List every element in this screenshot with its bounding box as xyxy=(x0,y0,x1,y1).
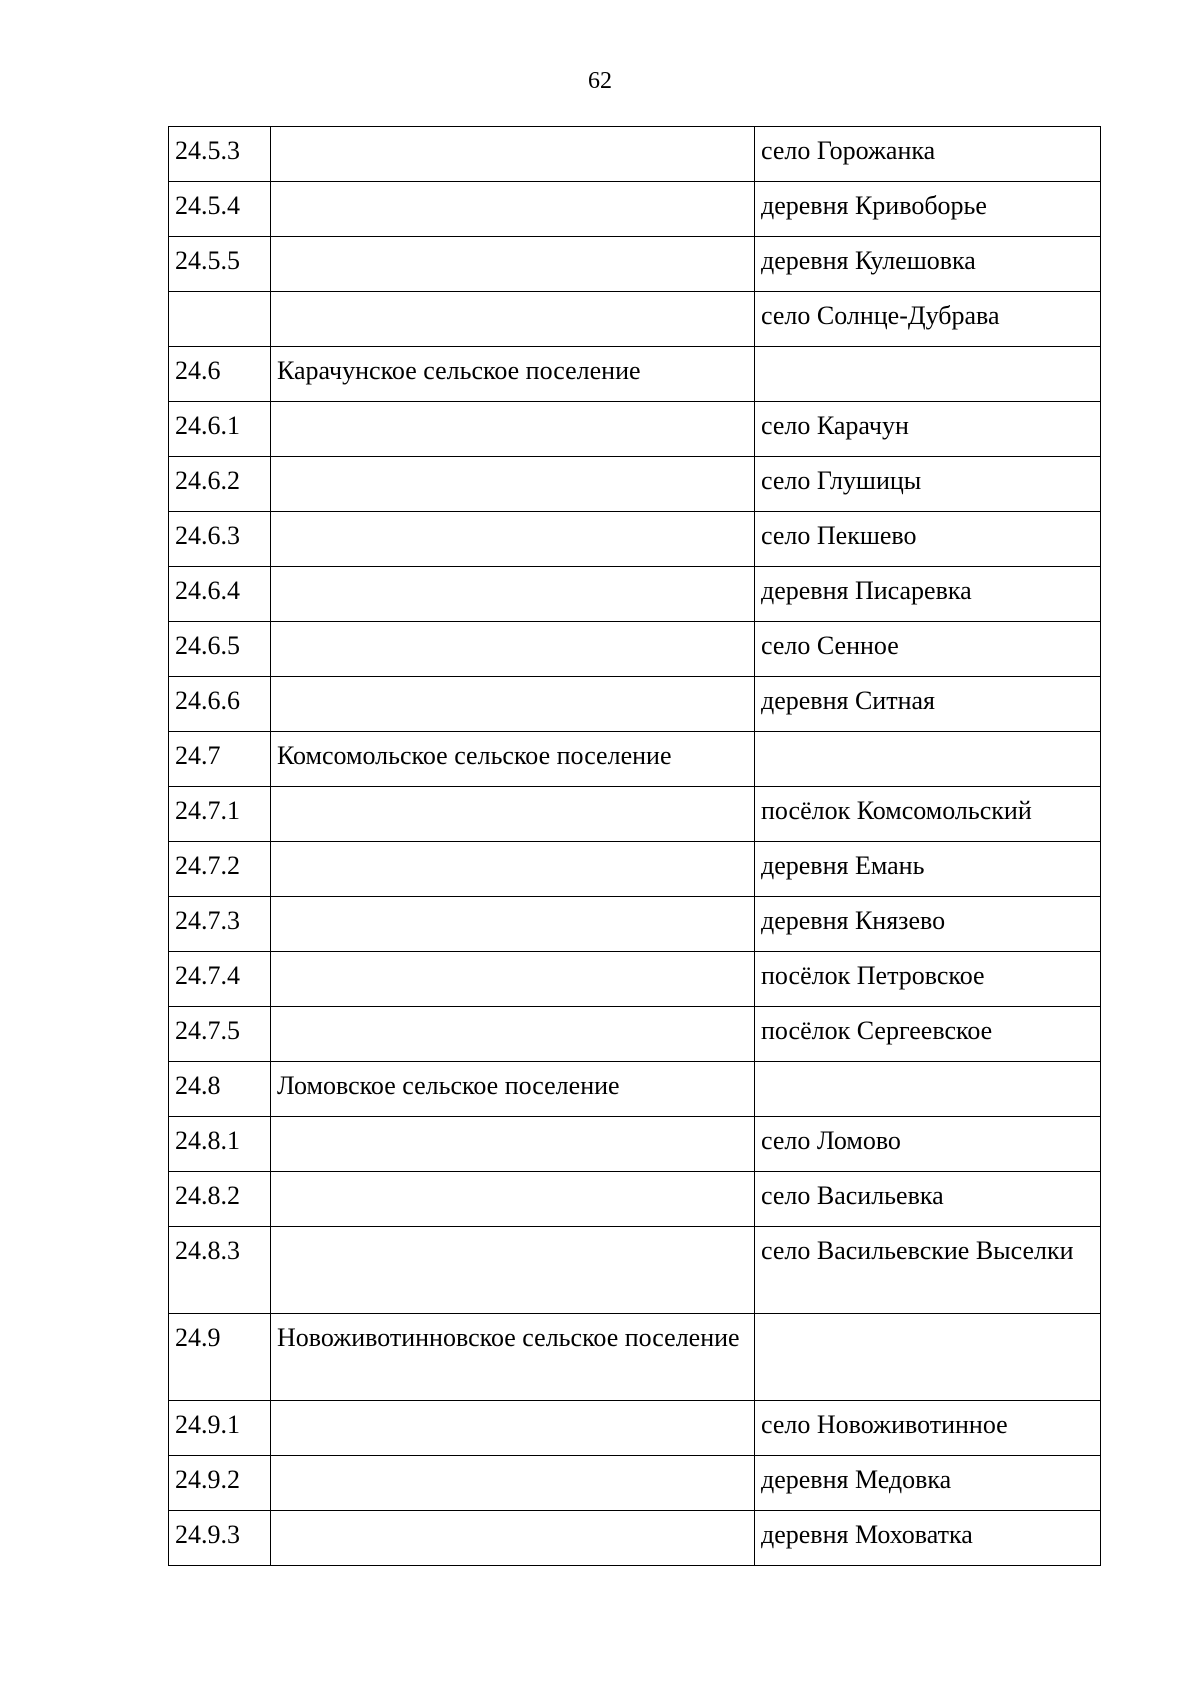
settlement-cell xyxy=(271,127,755,182)
settlement-cell xyxy=(271,1172,755,1227)
locality-cell: село Васильевка xyxy=(755,1172,1101,1227)
settlement-cell xyxy=(271,1511,755,1566)
row-number-cell: 24.8.3 xyxy=(169,1227,271,1314)
row-number-cell: 24.7.2 xyxy=(169,842,271,897)
settlement-cell xyxy=(271,182,755,237)
table-row xyxy=(169,512,1101,567)
row-number-cell: 24.9 xyxy=(169,1314,271,1401)
locality-cell: деревня Кулешовка xyxy=(755,237,1101,292)
locality-cell: деревня Ситная xyxy=(755,677,1101,732)
settlement-cell xyxy=(271,1227,755,1314)
locality-cell: село Пекшево xyxy=(755,512,1101,567)
settlement-cell xyxy=(271,897,755,952)
settlement-cell xyxy=(271,677,755,732)
row-number-cell: 24.7.1 xyxy=(169,787,271,842)
settlement-cell xyxy=(271,622,755,677)
locality-cell: деревня Кривоборье xyxy=(755,182,1101,237)
settlement-cell xyxy=(271,952,755,1007)
settlement-cell xyxy=(271,457,755,512)
row-number-cell: 24.6 xyxy=(169,347,271,402)
table-row xyxy=(169,1227,1101,1314)
row-number-cell: 24.6.2 xyxy=(169,457,271,512)
locality-cell: посёлок Петровское xyxy=(755,952,1101,1007)
table-row xyxy=(169,952,1101,1007)
locality-cell: село Сенное xyxy=(755,622,1101,677)
table-row xyxy=(169,1062,1101,1117)
row-number-cell: 24.6.6 xyxy=(169,677,271,732)
row-number-cell: 24.8.1 xyxy=(169,1117,271,1172)
row-number-cell: 24.9.2 xyxy=(169,1456,271,1511)
row-number-cell: 24.6.1 xyxy=(169,402,271,457)
settlement-cell xyxy=(271,402,755,457)
locality-cell xyxy=(755,1062,1101,1117)
row-number-cell: 24.8.2 xyxy=(169,1172,271,1227)
settlement-cell: Карачунское сельское поселение xyxy=(271,347,755,402)
row-number-cell: 24.7 xyxy=(169,732,271,787)
table-row xyxy=(169,842,1101,897)
table-row xyxy=(169,402,1101,457)
row-number-cell: 24.6.3 xyxy=(169,512,271,567)
locality-cell: село Васильевские Выселки xyxy=(755,1227,1101,1314)
locality-cell: село Ломово xyxy=(755,1117,1101,1172)
row-number-cell: 24.6.5 xyxy=(169,622,271,677)
table-row xyxy=(169,732,1101,787)
row-number-cell: 24.7.5 xyxy=(169,1007,271,1062)
locality-cell: деревня Моховатка xyxy=(755,1511,1101,1566)
table-row xyxy=(169,457,1101,512)
table-row xyxy=(169,1314,1101,1401)
locality-cell xyxy=(755,1314,1101,1401)
table-row xyxy=(169,347,1101,402)
row-number-cell xyxy=(169,292,271,347)
settlement-cell xyxy=(271,787,755,842)
table-row xyxy=(169,897,1101,952)
locality-cell: село Глушицы xyxy=(755,457,1101,512)
table-row xyxy=(169,237,1101,292)
locality-cell xyxy=(755,347,1101,402)
page-number: 62 xyxy=(588,68,612,94)
locality-cell: посёлок Комсомольский xyxy=(755,787,1101,842)
row-number-cell: 24.9.1 xyxy=(169,1401,271,1456)
locality-cell xyxy=(755,732,1101,787)
row-number-cell: 24.5.4 xyxy=(169,182,271,237)
locality-cell: деревня Медовка xyxy=(755,1456,1101,1511)
table-row xyxy=(169,787,1101,842)
settlement-cell: Комсомольское сельское поселение xyxy=(271,732,755,787)
table-row xyxy=(169,1007,1101,1062)
settlement-cell xyxy=(271,1401,755,1456)
table-row xyxy=(169,127,1101,182)
locality-cell: село Карачун xyxy=(755,402,1101,457)
row-number-cell: 24.5.3 xyxy=(169,127,271,182)
row-number-cell: 24.5.5 xyxy=(169,237,271,292)
row-number-cell: 24.8 xyxy=(169,1062,271,1117)
settlement-cell xyxy=(271,292,755,347)
table-row xyxy=(169,1401,1101,1456)
table-row xyxy=(169,677,1101,732)
row-number-cell: 24.6.4 xyxy=(169,567,271,622)
table-row xyxy=(169,1511,1101,1566)
locality-cell: деревня Емань xyxy=(755,842,1101,897)
table-row xyxy=(169,567,1101,622)
locality-cell: посёлок Сергеевское xyxy=(755,1007,1101,1062)
table-body xyxy=(169,127,1101,1566)
settlement-cell xyxy=(271,512,755,567)
settlement-cell xyxy=(271,237,755,292)
locality-cell: село Солнце-Дубрава xyxy=(755,292,1101,347)
table-row xyxy=(169,1117,1101,1172)
table-row xyxy=(169,1172,1101,1227)
settlements-table xyxy=(168,126,1101,1566)
table-row xyxy=(169,292,1101,347)
settlement-cell xyxy=(271,1117,755,1172)
settlement-cell xyxy=(271,1456,755,1511)
table-row xyxy=(169,622,1101,677)
settlement-cell xyxy=(271,1007,755,1062)
locality-cell: деревня Князево xyxy=(755,897,1101,952)
settlement-cell: Ломовское сельское поселение xyxy=(271,1062,755,1117)
settlement-cell xyxy=(271,842,755,897)
settlement-cell xyxy=(271,567,755,622)
row-number-cell: 24.7.4 xyxy=(169,952,271,1007)
locality-cell: село Горожанка xyxy=(755,127,1101,182)
row-number-cell: 24.9.3 xyxy=(169,1511,271,1566)
table-row xyxy=(169,1456,1101,1511)
locality-cell: деревня Писаревка xyxy=(755,567,1101,622)
locality-cell: село Новоживотинное xyxy=(755,1401,1101,1456)
settlement-cell: Новоживотинновское сельское поселение xyxy=(271,1314,755,1401)
row-number-cell: 24.7.3 xyxy=(169,897,271,952)
table-row xyxy=(169,182,1101,237)
